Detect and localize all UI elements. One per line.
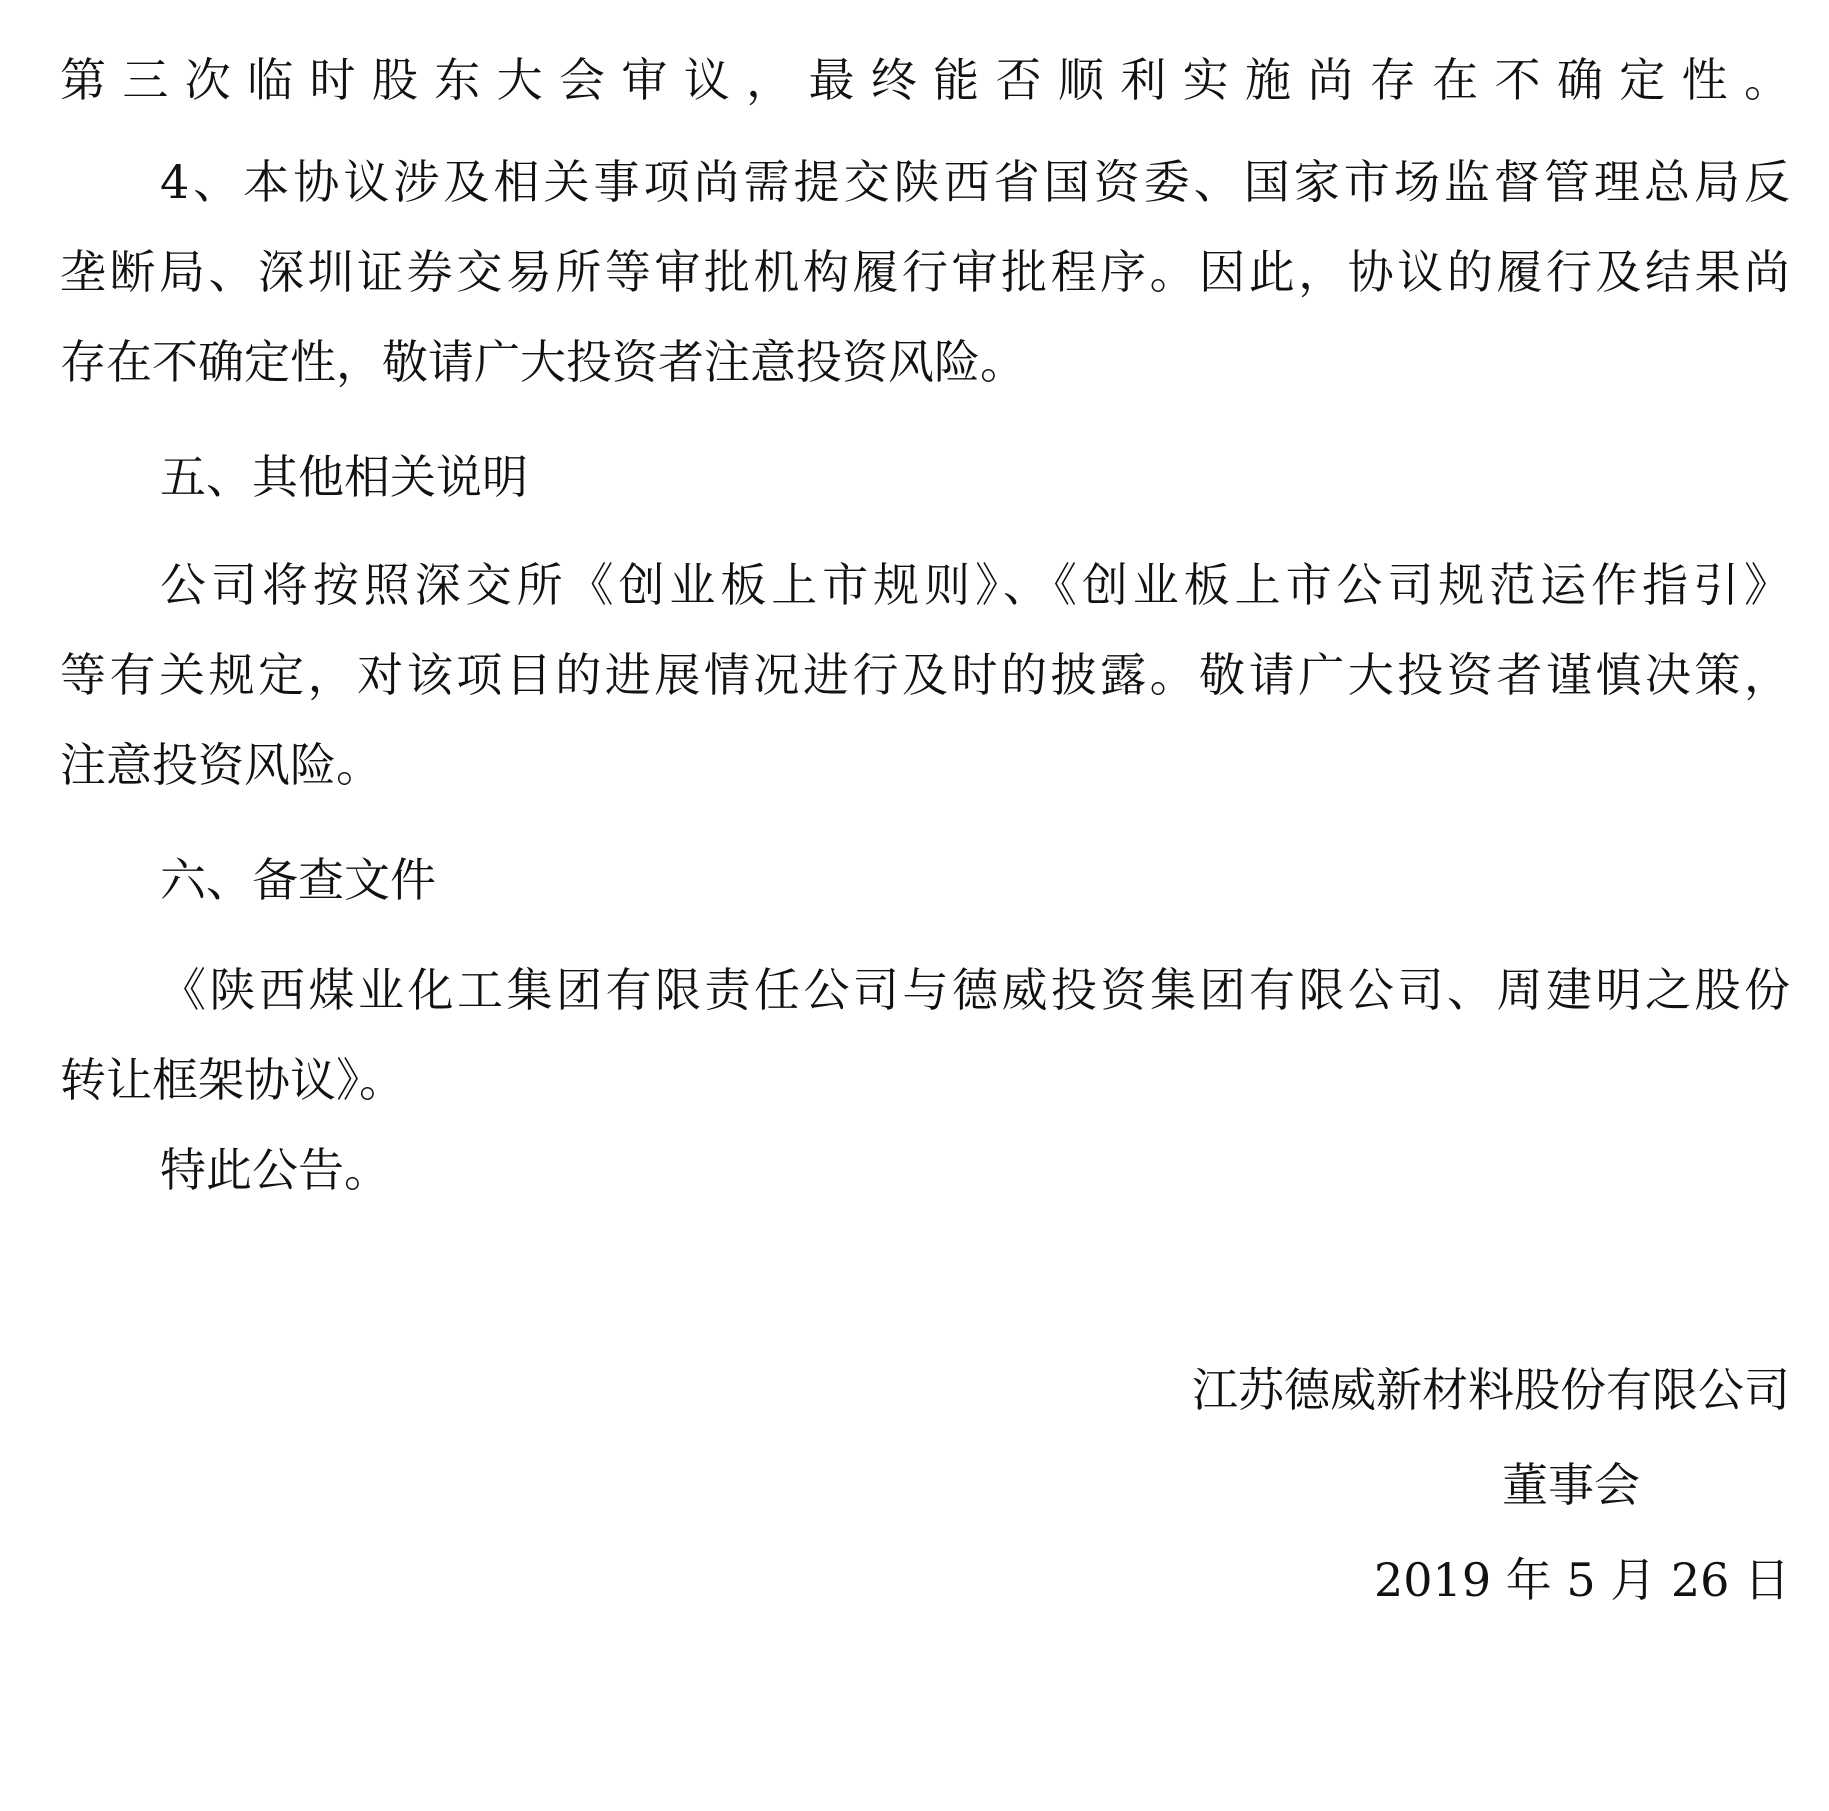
section-5-line-1: 公司将按照深交所《创业板上市规则》、《创业板上市公司规范运作指引》 (160, 558, 1790, 612)
closing-statement: 特此公告。 (160, 1143, 390, 1197)
section-5-line-2: 等有关规定，对该项目的进展情况进行及时的披露。敬请广大投资者谨慎决策， (60, 648, 1790, 702)
signature-date: 2019 年 5 月 26 日 (1374, 1553, 1790, 1607)
paragraph-4-line-1: 4、本协议涉及相关事项尚需提交陕西省国资委、国家市场监督管理总局反 (160, 155, 1790, 209)
signature-board: 董事会 (1502, 1458, 1640, 1512)
paragraph-continuation-line: 第三次临时股东大会审议，最终能否顺利实施尚存在不确定性。 (60, 53, 1790, 107)
section-5-heading: 五、其他相关说明 (160, 450, 528, 504)
section-5-line-3: 注意投资风险。 (60, 738, 382, 792)
paragraph-4-line-3: 存在不确定性，敬请广大投资者注意投资风险。 (60, 335, 1026, 389)
signature-company: 江苏德威新材料股份有限公司 (1192, 1363, 1790, 1417)
section-6-line-1: 《陕西煤业化工集团有限责任公司与德威投资集团有限公司、周建明之股份 (160, 963, 1790, 1017)
section-6-line-2: 转让框架协议》。 (60, 1053, 405, 1107)
paragraph-4-line-2: 垄断局、深圳证券交易所等审批机构履行审批程序。因此，协议的履行及结果尚 (60, 245, 1790, 299)
section-6-heading: 六、备查文件 (160, 853, 436, 907)
